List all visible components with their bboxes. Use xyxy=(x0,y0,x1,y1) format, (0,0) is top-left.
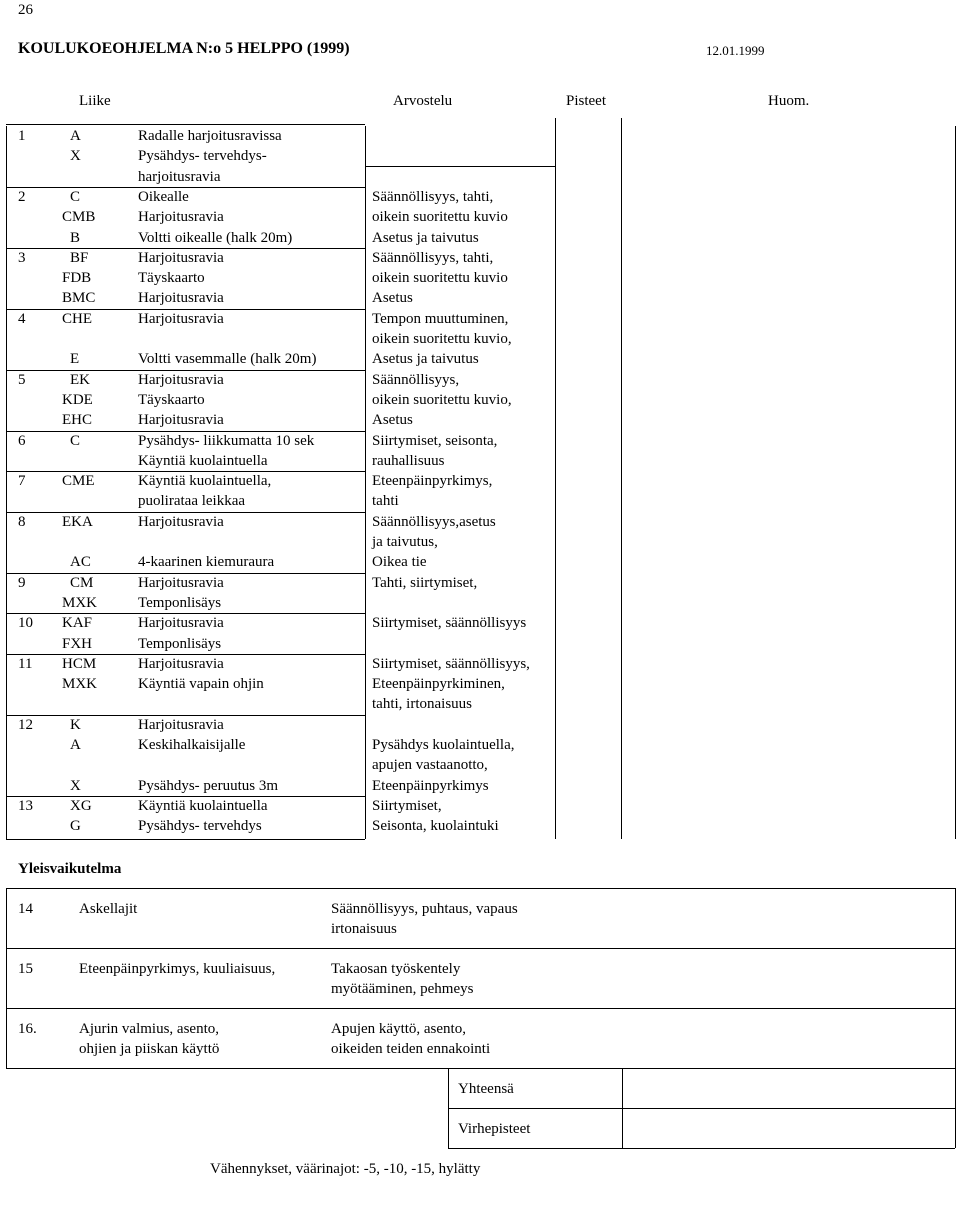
movement-text: Täyskaarto xyxy=(138,392,205,408)
row-number: 9 xyxy=(18,575,26,591)
totals-bottom-line xyxy=(448,1148,955,1149)
general-item-criteria: irtonaisuus xyxy=(331,921,397,937)
general-right-line xyxy=(955,888,956,1068)
row-separator xyxy=(6,654,365,655)
row-separator xyxy=(6,248,365,249)
arena-letters: EK xyxy=(70,372,90,388)
criteria-text: Eteenpäinpyrkiminen, xyxy=(372,676,505,692)
movement-text: Temponlisäys xyxy=(138,636,222,652)
row-number: 13 xyxy=(18,798,33,814)
row-number: 10 xyxy=(18,615,33,631)
criteria-text: Eteenpäinpyrkimys xyxy=(372,778,489,794)
row-number: 8 xyxy=(18,514,26,530)
criteria-text: Seisonta, kuolaintuki xyxy=(372,818,499,834)
col-line-right xyxy=(955,126,956,839)
page-title: KOULUKOEOHJELMA N:o 5 HELPPO (1999) xyxy=(18,40,350,57)
movement-text: Käyntiä kuolaintuella xyxy=(138,453,268,469)
row-separator xyxy=(6,370,365,371)
movement-text: Pysähdys- tervehdys xyxy=(138,818,262,834)
movement-text: 4-kaarinen kiemuraura xyxy=(138,554,275,570)
general-item-label: Eteenpäinpyrkimys, kuuliaisuus, xyxy=(79,961,276,977)
arena-letters: BF xyxy=(70,250,89,266)
row-number: 2 xyxy=(18,189,26,205)
totals-mid-line xyxy=(448,1108,955,1109)
arena-letters: EHC xyxy=(62,412,92,428)
criteria-text: tahti xyxy=(372,493,399,509)
row-number: 4 xyxy=(18,311,26,327)
arena-letters: G xyxy=(70,818,81,834)
arena-letters: HCM xyxy=(62,656,97,672)
criteria-text: Säännöllisyys, tahti, xyxy=(372,250,494,266)
movement-text: Pysähdys- peruutus 3m xyxy=(138,778,278,794)
movement-text: Temponlisäys xyxy=(138,595,222,611)
row-separator xyxy=(6,309,365,310)
movement-text: Käyntiä kuolaintuella, xyxy=(138,473,272,489)
arena-letters: C xyxy=(70,433,81,449)
arena-letters: CMB xyxy=(62,209,96,225)
criteria-text: oikein suoritettu kuvio xyxy=(372,270,508,286)
criteria-text: Tahti, siirtymiset, xyxy=(372,575,478,591)
arena-letters: E xyxy=(70,351,80,367)
arena-letters: EKA xyxy=(62,514,93,530)
arena-letters: MXK xyxy=(62,595,98,611)
arena-letters: AC xyxy=(70,554,91,570)
page-number: 26 xyxy=(18,2,33,18)
row-separator xyxy=(6,613,365,614)
movement-text: Harjoitusravia xyxy=(138,311,224,327)
criteria-text: Asetus xyxy=(372,290,413,306)
row-separator xyxy=(6,796,365,797)
movement-text: Harjoitusravia xyxy=(138,290,224,306)
arena-letters: CHE xyxy=(62,311,92,327)
criteria-text: Säännöllisyys,asetus xyxy=(372,514,496,530)
arena-letters: X xyxy=(70,778,81,794)
arena-letters: XG xyxy=(70,798,92,814)
col-line-left xyxy=(6,126,7,839)
deductions-note: Vähennykset, väärinajot: -5, -10, -15, hylätty xyxy=(210,1161,481,1177)
criteria-text: Siirtymiset, seisonta, xyxy=(372,433,498,449)
general-item-separator xyxy=(6,948,955,949)
arena-letters: A xyxy=(70,128,81,144)
criteria-text: tahti, irtonaisuus xyxy=(372,696,472,712)
header-liike: Liike xyxy=(79,93,111,109)
movement-text: Harjoitusravia xyxy=(138,514,224,530)
general-item-number: 15 xyxy=(18,961,33,977)
row-separator xyxy=(6,512,365,513)
criteria-text: Siirtymiset, säännöllisyys, xyxy=(372,656,530,672)
arena-letters: CM xyxy=(70,575,94,591)
table-bottom-line xyxy=(6,839,365,840)
movement-text: harjoitusravia xyxy=(138,169,221,185)
col-line-criteria xyxy=(365,126,366,839)
arena-letters: BMC xyxy=(62,290,96,306)
row-separator xyxy=(6,573,365,574)
movement-text: Harjoitusravia xyxy=(138,372,224,388)
criteria-text: Eteenpäinpyrkimys, xyxy=(372,473,493,489)
criteria-text: Oikea tie xyxy=(372,554,427,570)
col-line-points xyxy=(555,118,556,839)
movement-text: Pysähdys- liikkumatta 10 sek xyxy=(138,433,315,449)
criteria-text: Säännöllisyys, tahti, xyxy=(372,189,494,205)
movement-text: Käyntiä vapain ohjin xyxy=(138,676,264,692)
row-number: 12 xyxy=(18,717,33,733)
movement-text: Oikealle xyxy=(138,189,189,205)
movement-text: Voltti oikealle (halk 20m) xyxy=(138,230,293,246)
total-label: Yhteensä xyxy=(458,1081,514,1097)
criteria-text: oikein suoritettu kuvio xyxy=(372,209,508,225)
row-number: 1 xyxy=(18,128,26,144)
general-item-number: 16. xyxy=(18,1021,37,1037)
row-number: 5 xyxy=(18,372,26,388)
movement-text: puolirataa leikkaa xyxy=(138,493,246,509)
row-number: 7 xyxy=(18,473,26,489)
criteria-text: Siirtymiset, säännöllisyys xyxy=(372,615,527,631)
criteria-text: apujen vastaanotto, xyxy=(372,757,488,773)
general-item-criteria: Apujen käyttö, asento, xyxy=(331,1021,466,1037)
criteria-text: Asetus xyxy=(372,412,413,428)
general-item-label: Ajurin valmius, asento, xyxy=(79,1021,219,1037)
document-date: 12.01.1999 xyxy=(706,43,765,58)
general-item-label: ohjien ja piiskan käyttö xyxy=(79,1041,220,1057)
general-left-line xyxy=(6,888,7,1068)
movement-text: Harjoitusravia xyxy=(138,656,224,672)
movement-text: Keskihalkaisijalle xyxy=(138,737,246,753)
row-number: 6 xyxy=(18,433,26,449)
row-separator xyxy=(6,187,365,188)
arena-letters: KDE xyxy=(62,392,93,408)
row-separator xyxy=(6,715,365,716)
arena-letters: B xyxy=(70,230,81,246)
movement-text: Harjoitusravia xyxy=(138,412,224,428)
movement-text: Täyskaarto xyxy=(138,270,205,286)
movement-text: Harjoitusravia xyxy=(138,575,224,591)
criteria-text: Pysähdys kuolaintuella, xyxy=(372,737,515,753)
general-top-line xyxy=(6,888,955,889)
arena-letters: MXK xyxy=(62,676,98,692)
general-heading: Yleisvaikutelma xyxy=(18,861,122,877)
table-top-line xyxy=(6,124,365,125)
row-separator xyxy=(6,431,365,432)
criteria-text: Tempon muuttuminen, xyxy=(372,311,509,327)
arena-letters: K xyxy=(70,717,81,733)
criteria-text: rauhallisuus xyxy=(372,453,445,469)
general-item-criteria: Takaosan työskentely xyxy=(331,961,461,977)
movement-text: Käyntiä kuolaintuella xyxy=(138,798,268,814)
movement-text: Radalle harjoitusravissa xyxy=(138,128,282,144)
criteria-text: Siirtymiset, xyxy=(372,798,442,814)
criteria-text: Säännöllisyys, xyxy=(372,372,460,388)
general-item-separator xyxy=(6,1068,955,1069)
movement-text: Voltti vasemmalle (halk 20m) xyxy=(138,351,317,367)
criteria-top-line xyxy=(365,166,555,167)
movement-text: Harjoitusravia xyxy=(138,250,224,266)
arena-letters: FDB xyxy=(62,270,92,286)
movement-text: Pysähdys- tervehdys- xyxy=(138,148,267,164)
general-item-label: Askellajit xyxy=(79,901,138,917)
general-item-number: 14 xyxy=(18,901,33,917)
header-pisteet: Pisteet xyxy=(566,93,606,109)
arena-letters: FXH xyxy=(62,636,93,652)
arena-letters: CME xyxy=(62,473,95,489)
criteria-text: oikein suoritettu kuvio, xyxy=(372,392,512,408)
criteria-text: ja taivutus, xyxy=(372,534,438,550)
general-item-criteria: myötääminen, pehmeys xyxy=(331,981,474,997)
row-number: 11 xyxy=(18,656,33,672)
row-number: 3 xyxy=(18,250,26,266)
movement-text: Harjoitusravia xyxy=(138,209,224,225)
criteria-text: oikein suoritettu kuvio, xyxy=(372,331,512,347)
penalty-label: Virhepisteet xyxy=(458,1121,531,1137)
movement-text: Harjoitusravia xyxy=(138,717,224,733)
movement-text: Harjoitusravia xyxy=(138,615,224,631)
general-item-separator xyxy=(6,1008,955,1009)
arena-letters: A xyxy=(70,737,81,753)
header-huom: Huom. xyxy=(768,93,810,109)
row-separator xyxy=(6,471,365,472)
col-line-notes xyxy=(621,118,622,839)
totals-right-line xyxy=(955,1068,956,1148)
arena-letters: X xyxy=(70,148,81,164)
criteria-text: Asetus ja taivutus xyxy=(372,230,479,246)
general-item-criteria: Säännöllisyys, puhtaus, vapaus xyxy=(331,901,518,917)
criteria-text: Asetus ja taivutus xyxy=(372,351,479,367)
arena-letters: C xyxy=(70,189,81,205)
arena-letters: KAF xyxy=(62,615,93,631)
header-arvostelu: Arvostelu xyxy=(393,93,453,109)
general-item-criteria: oikeiden teiden ennakointi xyxy=(331,1041,491,1057)
